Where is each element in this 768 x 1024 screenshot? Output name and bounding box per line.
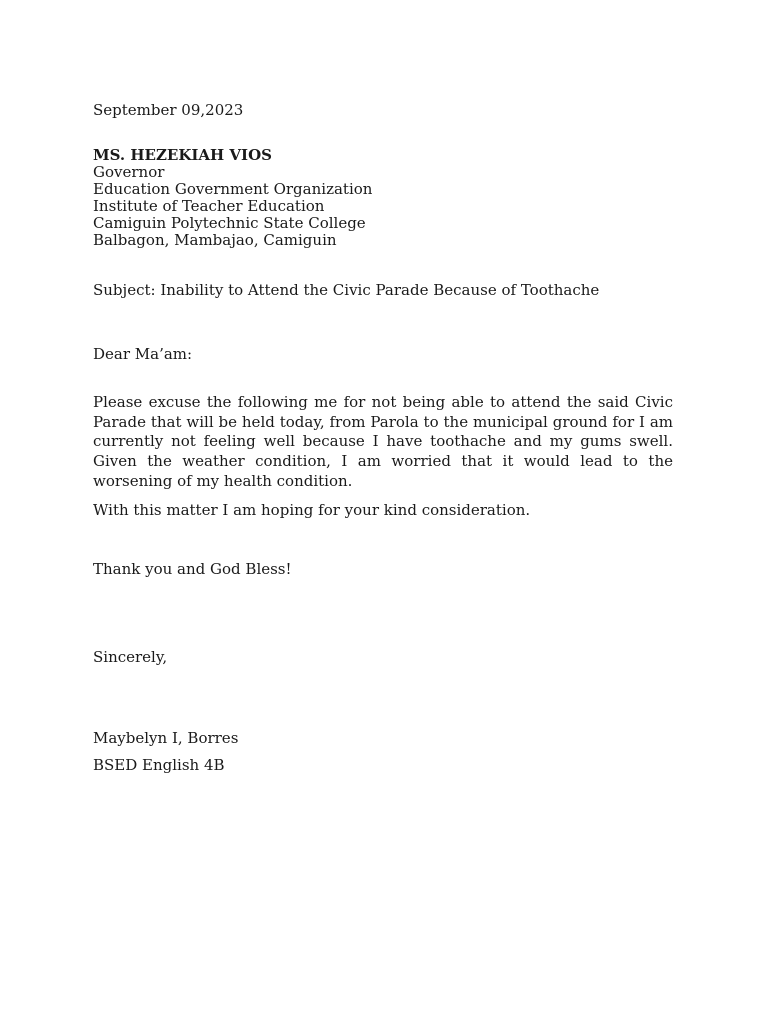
signature-course: BSED English 4B bbox=[93, 756, 225, 774]
letter-subject: Subject: Inability to Attend the Civic Parade Because of Toothache bbox=[93, 281, 600, 299]
recipient-institute: Institute of Teacher Education bbox=[93, 197, 325, 215]
letter-salutation: Dear Ma’am: bbox=[93, 345, 193, 363]
recipient-name: MS. HEZEKIAH VIOS bbox=[93, 146, 272, 164]
letter-thanks: Thank you and God Bless! bbox=[93, 560, 292, 578]
signature-name: Maybelyn I, Borres bbox=[93, 729, 239, 747]
recipient-organization: Education Government Organization bbox=[93, 180, 373, 198]
recipient-college: Camiguin Polytechnic State College bbox=[93, 214, 366, 232]
letter-closing: Sincerely, bbox=[93, 648, 168, 666]
letter-date: September 09,2023 bbox=[93, 101, 244, 119]
recipient-title: Governor bbox=[93, 163, 165, 181]
body-paragraph: With this matter I am hoping for your kind consideration. bbox=[93, 501, 531, 519]
body-paragraph: Please excuse the following me for not being able to attend the said Civic Parade that will be held today, from Parola to the municipal ground for I am currently not feeling well because I have toothache and my gums swell. Given the weather condition, I am worried that it would lead to the worsening of my health condition. bbox=[93, 393, 673, 490]
recipient-address: Balbagon, Mambajao, Camiguin bbox=[93, 231, 337, 249]
